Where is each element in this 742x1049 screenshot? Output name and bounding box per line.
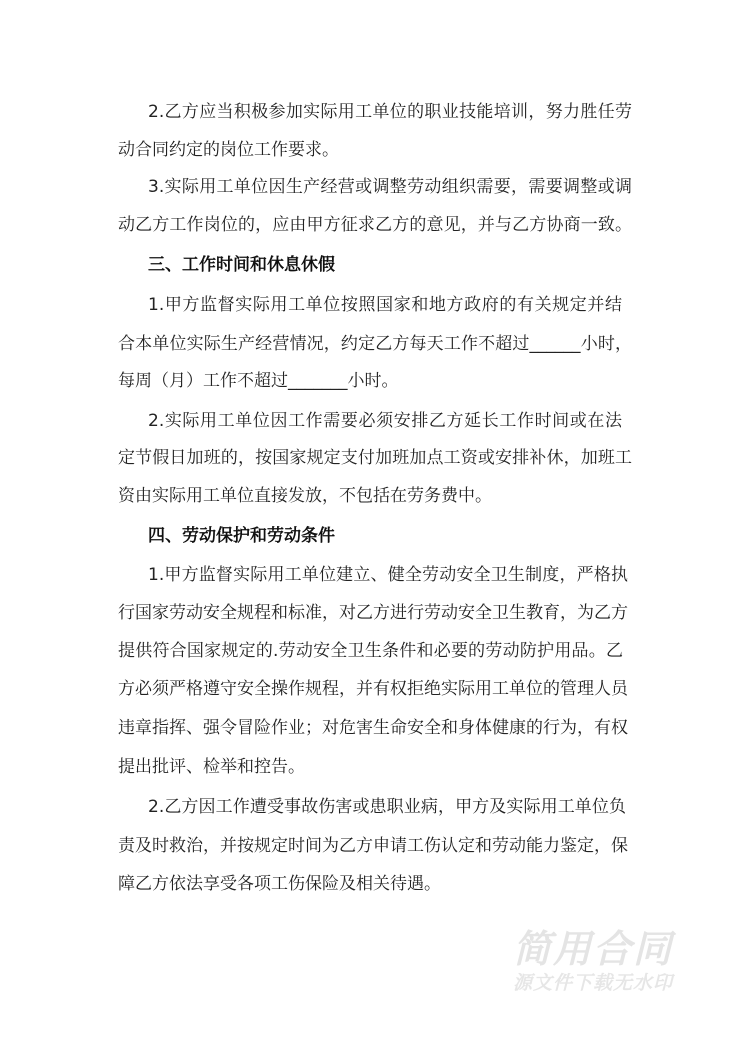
paragraph-line: 责及时救治，并按规定时间为乙方申请工伤认定和劳动能力鉴定，保 — [118, 836, 628, 856]
paragraph-line: 定节假日加班的，按国家规定支付加班加点工资或安排补休，加班工 — [118, 448, 632, 468]
paragraph-line: 提供符合国家规定的.劳动安全卫生条件和必要的劳动防护用品。乙 — [118, 641, 623, 661]
section-heading: 三、工作时间和休息休假 — [148, 255, 335, 275]
paragraph-line: 动合同约定的岗位工作要求。 — [118, 140, 339, 160]
watermark-logo: 简用合同 — [513, 927, 674, 971]
paragraph-line: 提出批评、检举和控告。 — [118, 757, 305, 777]
paragraph-line: 2.实际用工单位因工作需要必须安排乙方延长工作时间或在法 — [148, 411, 622, 431]
paragraph-line: 行国家劳动安全规程和标准，对乙方进行劳动安全卫生教育，为乙方 — [118, 603, 628, 623]
section-heading: 四、劳动保护和劳动条件 — [148, 526, 335, 546]
paragraph-line: 3.实际用工单位因生产经营或调整劳动组织需要，需要调整或调 — [148, 177, 632, 197]
paragraph-line: 障乙方依法享受各项工伤保险及相关待遇。 — [118, 874, 441, 894]
watermark-subtitle: 源文件下载无水印 — [513, 972, 674, 994]
paragraph-line: 违章指挥、强令冒险作业；对危害生命安全和身体健康的行为，有权 — [118, 718, 628, 738]
paragraph-line: 1.甲方监督实际用工单位建立、健全劳动安全卫生制度，严格执 — [148, 565, 628, 585]
paragraph-line: 动乙方工作岗位的，应由甲方征求乙方的意见，并与乙方协商一致。 — [118, 215, 632, 235]
paragraph-line: 2.乙方应当积极参加实际用工单位的职业技能培训，努力胜任劳 — [148, 102, 632, 122]
paragraph-line: 每周（月）工作不超过_______小时。 — [118, 371, 399, 391]
paragraph-line: 2.乙方因工作遭受事故伤害或患职业病，甲方及实际用工单位负 — [148, 797, 626, 817]
paragraph-line: 合本单位实际生产经营情况，约定乙方每天工作不超过______小时， — [118, 334, 632, 354]
paragraph-line: 资由实际用工单位直接发放，不包括在劳务费中。 — [118, 486, 492, 506]
paragraph-line: 方必须严格遵守安全操作规程，并有权拒绝实际用工单位的管理人员 — [118, 679, 628, 699]
paragraph-line: 1.甲方监督实际用工单位按照国家和地方政府的有关规定并结 — [148, 295, 622, 315]
